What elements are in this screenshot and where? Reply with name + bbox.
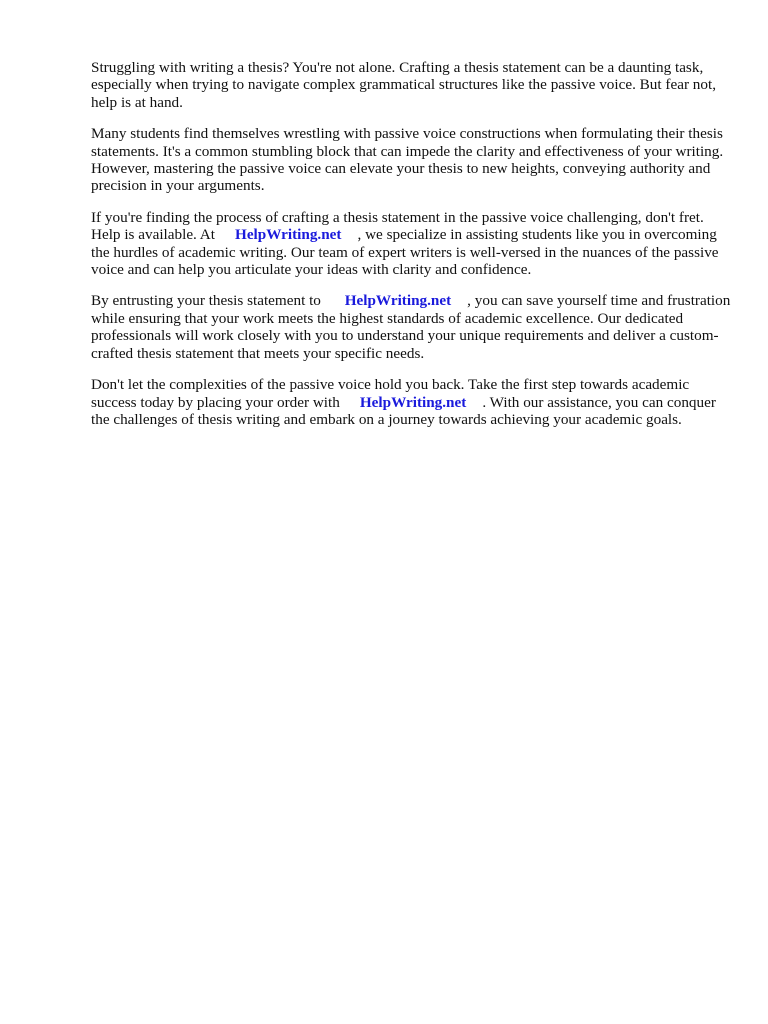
paragraph-text: Many students find themselves wrestling with passive voice constructions when formulating their thesis statements. It's a common stumbling block that can impede the clarity and effectiveness of your writing. However, mastering the passive voice can elevate your thesis to new heights, conveying authority and precision in your arguments. bbox=[91, 125, 724, 195]
paragraph-text-before-link: By entrusting your thesis statement to bbox=[91, 292, 321, 310]
paragraph-text-before-link: If you're finding the process of crafting a thesis statement in the passive voice challenging, don't fret. Help is available. At bbox=[91, 208, 704, 244]
paragraph-intro bbox=[91, 59, 731, 111]
paragraph-call-to-action bbox=[91, 376, 731, 428]
helpwriting-link[interactable]: HelpWriting.net bbox=[344, 292, 452, 310]
paragraph-text-before-link: Don't let the complexities of the passive voice hold you back. Take the first step towards academic success today by placing your order with bbox=[91, 376, 690, 411]
paragraph-passive-voice bbox=[91, 125, 731, 195]
paragraph-text: Struggling with writing a thesis? You're not alone. Crafting a thesis statement can be a daunting task, especially when trying to navigate complex grammatical structures like the passive voice. But fear not, help is at hand. bbox=[91, 59, 717, 111]
helpwriting-link[interactable]: HelpWriting.net bbox=[359, 393, 467, 411]
paragraph-entrusting bbox=[91, 292, 731, 362]
paragraph-text-after-link: , you can save yourself time and frustration while ensuring that your work meets the highest standards of academic excellence. Our dedicated professionals will work closely with you to understand your unique requirements and deliver a custom-crafted thesis statement that meets your specific needs. bbox=[91, 292, 731, 362]
document-body bbox=[91, 59, 731, 442]
paragraph-text-after-link: , we specialize in assisting students like you in overcoming the hurdles of academic writing. Our team of expert writers is well-versed in the nuances of the passive voice and can help you articulate your ideas with clarity and confidence. bbox=[91, 226, 719, 279]
paragraph-help-available bbox=[91, 209, 731, 279]
helpwriting-link[interactable]: HelpWriting.net bbox=[235, 226, 342, 244]
paragraph-text-after-link: . With our assistance, you can conquer the challenges of thesis writing and embark on a journey towards achieving your academic goals. bbox=[91, 393, 716, 428]
